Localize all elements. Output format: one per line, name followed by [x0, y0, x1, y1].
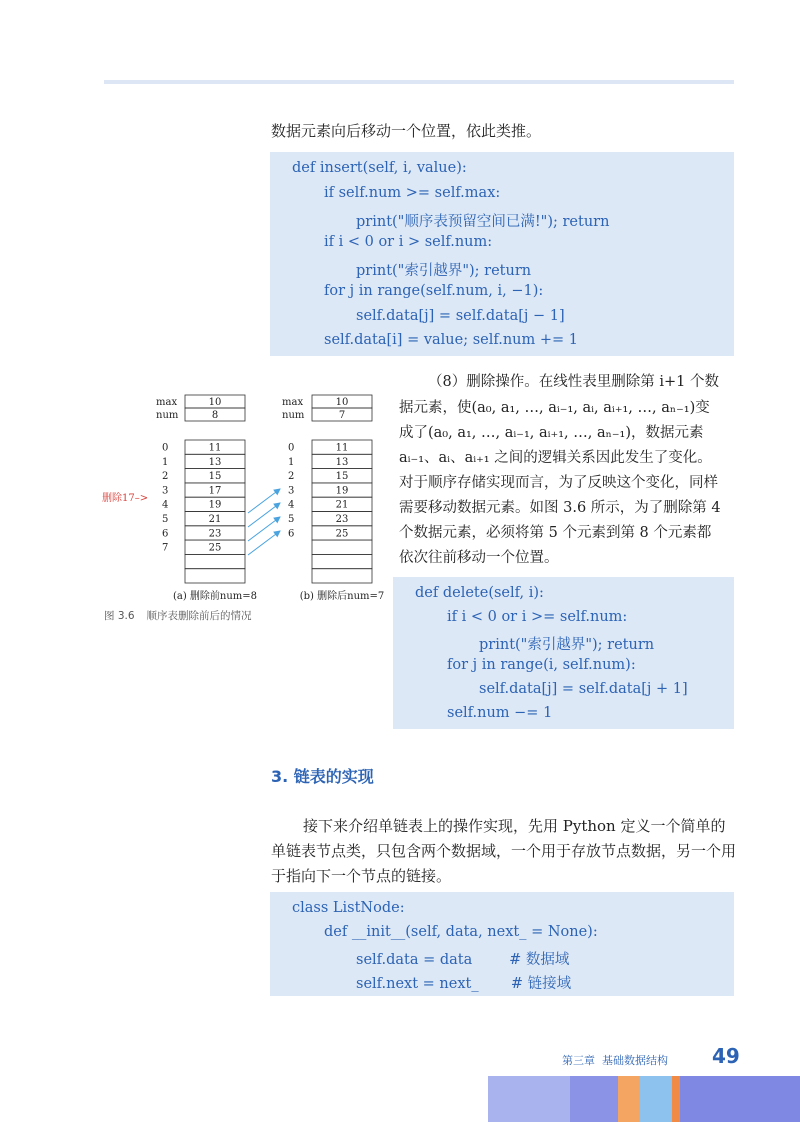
- delete-paragraph-line: 成了(a₀, a₁, …, aᵢ₋₁, aᵢ₊₁, …, aₙ₋₁)，数据元素: [399, 425, 704, 441]
- figure-3-6: [100, 390, 390, 605]
- array-value: 11: [208, 442, 222, 454]
- section-heading: 3. 链表的实现: [271, 767, 374, 786]
- array-value: 25: [335, 528, 349, 540]
- num-value: 7: [338, 410, 346, 421]
- max-label: max: [156, 397, 178, 408]
- chapter-title: 基础数据结构: [602, 1054, 668, 1067]
- array-index: 2: [162, 471, 169, 483]
- footer-bar: [570, 1076, 618, 1122]
- delete-marker: 删除17–>: [102, 493, 149, 504]
- array-value: 23: [208, 528, 222, 540]
- num-label: num: [282, 410, 305, 421]
- array-value: 15: [208, 471, 222, 483]
- max-value: 10: [208, 397, 222, 408]
- array-value: 13: [208, 456, 222, 468]
- code-line: self.data[j] = self.data[j + 1]: [479, 681, 688, 697]
- code-line: class ListNode:: [292, 900, 405, 916]
- code-line: print("顺序表预留空间已满!"); return: [356, 214, 610, 230]
- top-rule: [104, 80, 734, 84]
- code-line: def delete(self, i):: [415, 585, 544, 601]
- linked-paragraph-line: 接下来介绍单链表上的操作实现，先用 Python 定义一个简单的: [303, 817, 726, 835]
- array-cell: [185, 569, 245, 583]
- array-index: 7: [162, 542, 169, 554]
- array-index: 5: [288, 514, 295, 525]
- code-line: if self.num >= self.max:: [324, 185, 501, 201]
- delete-code-block: [393, 577, 734, 729]
- num-value: 8: [211, 410, 219, 421]
- delete-paragraph-line: （8）删除操作。在线性表里删除第 i+1 个数: [428, 374, 719, 390]
- page-number: 49: [712, 1044, 740, 1068]
- array-value: 11: [335, 442, 349, 454]
- code-line: for j in range(i, self.num):: [447, 657, 636, 673]
- figure-number: 图 3.6: [104, 610, 135, 622]
- array-index: 3: [162, 485, 169, 497]
- array-cell: [312, 554, 372, 568]
- code-line: print("索引越界"); return: [479, 637, 655, 653]
- delete-paragraph-line: aᵢ₋₁、aᵢ、aᵢ₊₁ 之间的逻辑关系因此发生了变化。: [399, 450, 712, 466]
- listnode-code-block: [270, 892, 734, 996]
- code-line: if i < 0 or i > self.num:: [324, 234, 493, 250]
- figure-title: 顺序表删除前后的情况: [146, 610, 252, 622]
- footer-bar: [488, 1076, 570, 1122]
- delete-paragraph-line: 需要移动数据元素。如图 3.6 所示，为了删除第 4: [399, 500, 721, 516]
- array-value: 19: [335, 485, 349, 497]
- array-value: 15: [335, 471, 349, 483]
- array-index: 1: [288, 456, 295, 468]
- after-caption: (b) 删除后num=7: [299, 591, 385, 602]
- array-value: 19: [208, 499, 222, 511]
- code-line: for j in range(self.num, i, −1):: [324, 283, 544, 299]
- before-array: [162, 440, 245, 583]
- array-value: 23: [335, 514, 349, 525]
- array-value: 13: [335, 456, 349, 468]
- array-index: 1: [162, 456, 169, 468]
- delete-paragraph-line: 据元素，使(a₀, a₁, …, aᵢ₋₁, aᵢ, aᵢ₊₁, …, aₙ₋₁)变: [399, 400, 710, 416]
- array-index: 4: [162, 499, 169, 511]
- code-line: def __init__(self, data, next_ = None):: [324, 924, 598, 940]
- code-line: self.num −= 1: [447, 705, 553, 721]
- max-value: 10: [335, 397, 349, 408]
- footer-bar: [672, 1076, 680, 1122]
- after-array: [288, 440, 372, 583]
- footer-bar: [680, 1076, 800, 1122]
- array-index: 0: [162, 442, 169, 454]
- code-line: self.next = next_ # 链接域: [356, 976, 572, 992]
- array-value: 17: [208, 485, 222, 497]
- array-index: 2: [288, 471, 295, 483]
- array-cell: [312, 540, 372, 554]
- linked-paragraph-line: 单链表节点类，只包含两个数据域，一个用于存放节点数据，另一个用: [271, 842, 737, 860]
- code-line: def insert(self, i, value):: [292, 160, 467, 176]
- delete-paragraph-line: 对于顺序存储实现而言，为了反映这个变化，同样: [399, 475, 718, 491]
- intro-line: 数据元素向后移动一个位置，依此类推。: [271, 122, 542, 140]
- figure-caption: [104, 608, 264, 623]
- shift-arrow: [248, 531, 280, 555]
- shift-arrow: [248, 489, 280, 513]
- shift-arrow: [248, 503, 280, 527]
- code-line: self.data[i] = value; self.num += 1: [324, 332, 579, 348]
- array-index: 6: [288, 528, 295, 540]
- array-cell: [312, 569, 372, 583]
- code-line: if i < 0 or i >= self.num:: [447, 609, 628, 625]
- num-label: num: [156, 410, 179, 421]
- array-value: 21: [208, 514, 222, 525]
- array-index: 3: [288, 485, 295, 497]
- array-cell: [185, 554, 245, 568]
- footer-bar: [640, 1076, 672, 1122]
- max-label: max: [282, 397, 304, 408]
- array-index: 5: [162, 514, 169, 525]
- chapter-label: 第三章: [562, 1054, 595, 1067]
- footer-bar: [618, 1076, 640, 1122]
- array-index: 6: [162, 528, 169, 540]
- shift-arrow: [248, 517, 280, 541]
- array-index: 0: [288, 442, 295, 454]
- insert-code-block: [270, 152, 734, 356]
- array-value: 25: [208, 542, 222, 554]
- array-index: 4: [288, 499, 295, 511]
- array-value: 21: [335, 499, 349, 511]
- before-caption: (a) 删除前num=8: [172, 591, 258, 602]
- delete-paragraph-line: 个数据元素，必须将第 5 个元素到第 8 个元素都: [399, 525, 712, 541]
- footer-chapter: [562, 1052, 668, 1068]
- shift-arrows: [248, 489, 280, 555]
- linked-paragraph-line: 于指向下一个节点的链接。: [271, 867, 452, 885]
- delete-paragraph-line: 依次往前移动一个位置。: [399, 550, 559, 566]
- code-line: print("索引越界"); return: [356, 263, 532, 279]
- code-line: self.data = data # 数据域: [356, 952, 570, 968]
- code-line: self.data[j] = self.data[j − 1]: [356, 308, 565, 324]
